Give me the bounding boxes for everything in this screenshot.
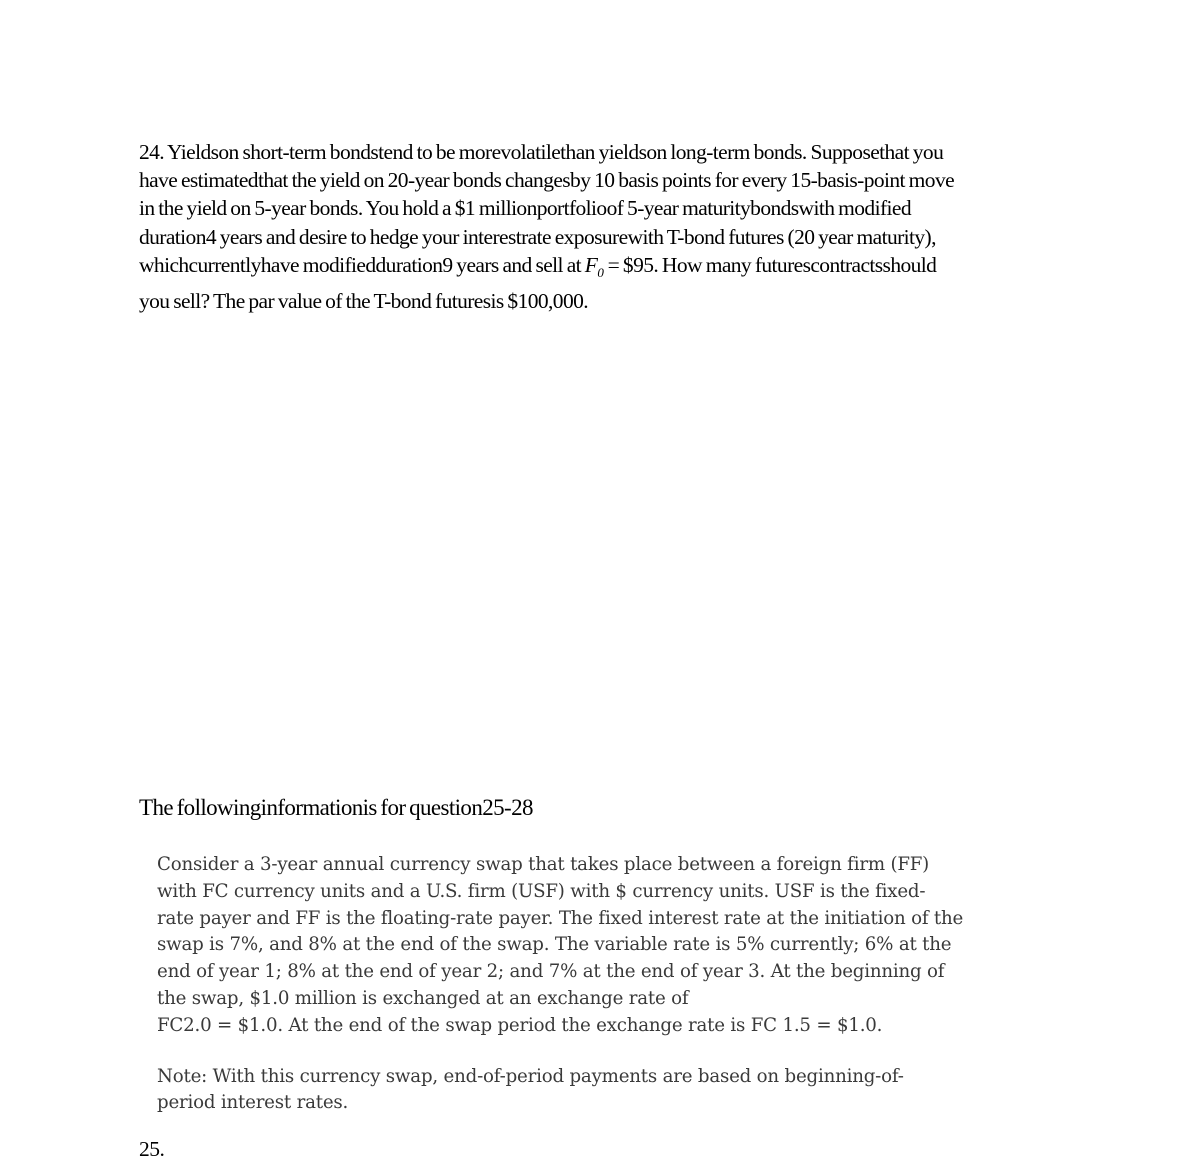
- passage-line: with FC currency units and a U.S. firm (USF) with $ currency units. USF is the fixed-: [157, 880, 926, 902]
- question-24-line: 24. Yieldson short-term bondstend to be morevolatilethan yieldson long-term bonds. Supposethat you: [139, 140, 944, 164]
- question-24-line: duration4 years and desire to hedge your interestrate exposurewith T-bond futures (20 year maturity),: [139, 224, 936, 249]
- passage-line: FC2.0 = $1.0. At the end of the swap period the exchange rate is FC 1.5 = $1.0.: [157, 1014, 883, 1036]
- note-line: period interest rates.: [157, 1092, 349, 1114]
- question-25-label: 25.: [139, 1137, 165, 1161]
- question-24-line-with-formula: [139, 251, 1059, 287]
- passage-line: swap is 7%, and 8% at the end of the swap. The variable rate is 5% currently; 6% at the: [157, 934, 952, 956]
- futures-price-symbol: F: [584, 252, 598, 277]
- question-24-line: you sell? The par value of the T-bond futuresis $100,000.: [139, 289, 589, 314]
- scanned-swap-passage: [157, 852, 977, 1117]
- note-line: Note: With this currency swap, end-of-period payments are based on beginning-of-: [157, 1065, 904, 1087]
- passage-note: [157, 1064, 977, 1118]
- futures-price-value: = $95. How many futurescontractsshould: [607, 252, 937, 277]
- passage-line: the swap, $1.0 million is exchanged at an exchange rate of: [157, 987, 689, 1009]
- passage-line: end of year 1; 8% at the end of year 2; and 7% at the end of year 3. At the beginning of: [157, 961, 945, 983]
- futures-price-subscript: 0: [597, 264, 604, 280]
- question-24-line: in the yield on 5-year bonds. You hold a $1 millionportfolioof 5-year maturitybondswith modified: [139, 196, 911, 221]
- info-heading: The followinginformationis for question25-28: [139, 795, 533, 820]
- passage-line: Consider a 3-year annual currency swap that takes place between a foreign firm (FF): [157, 854, 930, 875]
- question-24-line: have estimatedthat the yield on 20-year bonds changesby 10 basis points for every 15-basis-point move: [139, 168, 955, 193]
- passage-line: rate payer and FF is the floating-rate payer. The fixed interest rate at the initiation of the: [157, 907, 964, 929]
- question-24-line-text: whichcurrentlyhave modifiedduration9 years and sell at: [139, 252, 582, 277]
- question-24: [139, 138, 1059, 315]
